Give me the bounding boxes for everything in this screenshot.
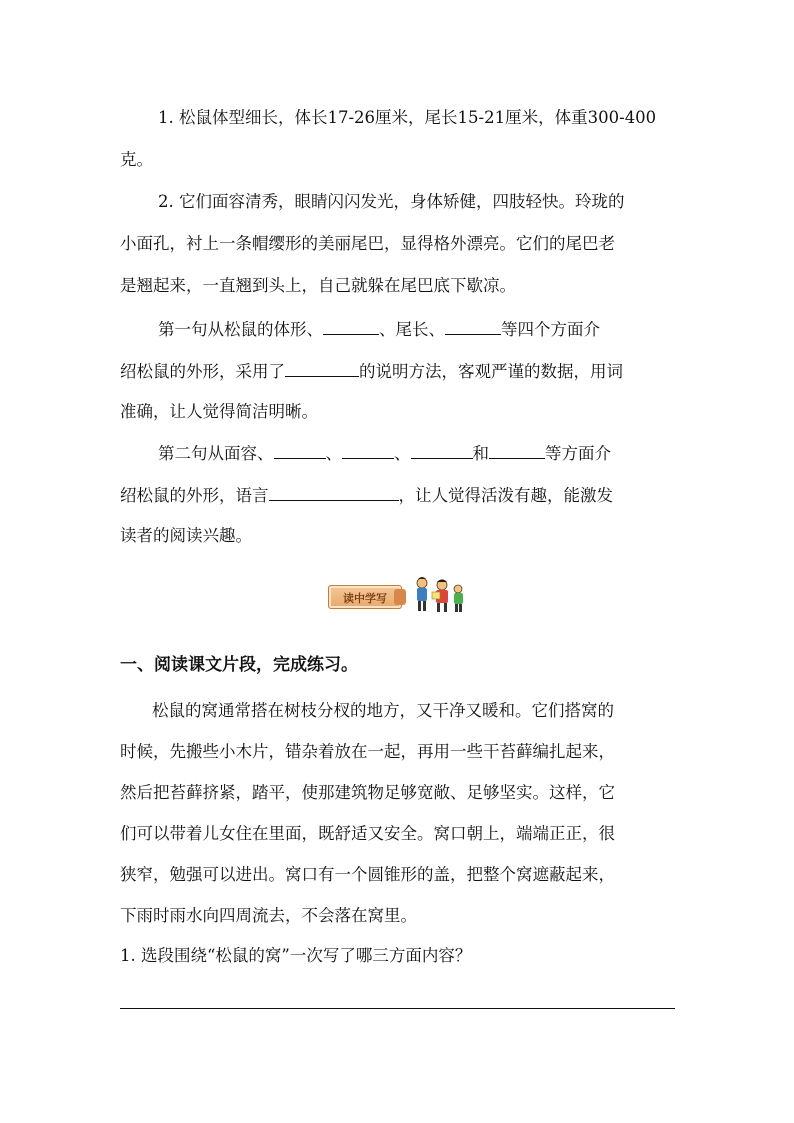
fill-blank[interactable] bbox=[342, 444, 394, 459]
answer-line[interactable] bbox=[120, 1008, 675, 1009]
sentence-2-line-3: 是翘起来，一直翘到头上，自己就躲在尾巴底下歇凉。 bbox=[120, 276, 516, 295]
analysis-1-line-3: 准确，让人觉得简洁明晰。 bbox=[120, 402, 318, 421]
section-banner bbox=[328, 575, 468, 615]
text-segment: 、尾长、 bbox=[379, 320, 445, 339]
sentence-2-line-1: 2. 它们面容清秀，眼睛闪闪发光，身体矫健，四肢轻快。玲珑的 bbox=[158, 192, 625, 211]
text-segment: 第一句从松鼠的体形、 bbox=[158, 320, 323, 339]
fill-blank[interactable] bbox=[489, 444, 545, 459]
analysis-2-line-3: 读者的阅读兴趣。 bbox=[120, 526, 252, 545]
text-segment: ，让人觉得活泼有趣，能激发 bbox=[398, 486, 613, 505]
children-reading-icon bbox=[410, 575, 466, 615]
banner-label: 读中学写 bbox=[343, 592, 387, 605]
sentence-1-line-2: 克。 bbox=[120, 150, 153, 169]
text-segment: 、 bbox=[394, 444, 411, 463]
text-segment: 和 bbox=[472, 444, 489, 463]
text-segment: 绍松鼠的外形，语言 bbox=[120, 486, 269, 505]
banner-plate bbox=[328, 585, 402, 609]
section-heading: 一、阅读课文片段，完成练习。 bbox=[120, 655, 358, 675]
text-segment: 的说明方法，客观严谨的数据，用词 bbox=[359, 362, 623, 381]
fill-blank[interactable] bbox=[411, 444, 473, 459]
passage-line-5: 狭窄，勉强可以进出。窝口有一个圆锥形的盖，把整个窝遮蔽起来， bbox=[120, 865, 615, 884]
fill-blank[interactable] bbox=[445, 320, 501, 335]
analysis-1-line-2 bbox=[120, 362, 623, 381]
passage-line-1: 松鼠的窝通常搭在树枝分杈的地方，又干净又暖和。它们搭窝的 bbox=[152, 701, 614, 720]
scroll-icon bbox=[394, 589, 406, 605]
fill-blank[interactable] bbox=[274, 444, 326, 459]
passage-line-4: 们可以带着儿女住在里面，既舒适又安全。窝口朝上，端端正正，很 bbox=[120, 824, 615, 843]
analysis-2-line-2 bbox=[120, 486, 613, 505]
fill-blank[interactable] bbox=[323, 320, 379, 335]
fill-blank[interactable] bbox=[269, 486, 399, 501]
sentence-2-line-2: 小面孔，衬上一条帽缨形的美丽尾巴，显得格外漂亮。它们的尾巴老 bbox=[120, 234, 615, 253]
text-segment: 第二句从面容、 bbox=[158, 444, 274, 463]
passage-line-3: 然后把苔藓挤紧，踏平，使那建筑物足够宽敞、足够坚实。这样，它 bbox=[120, 783, 615, 802]
text-segment: 、 bbox=[325, 444, 342, 463]
analysis-2-line-1 bbox=[158, 444, 611, 463]
text-segment: 等四个方面介 bbox=[501, 320, 600, 339]
passage-line-6: 下雨时雨水向四周流去，不会落在窝里。 bbox=[120, 906, 417, 925]
question-1-text: 1. 选段围绕“松鼠的窝”一次写了哪三方面内容？ bbox=[120, 946, 472, 965]
sentence-1-line-1: 1. 松鼠体型细长，体长17-26厘米，尾长15-21厘米，体重300-400 bbox=[158, 108, 657, 127]
fill-blank[interactable] bbox=[285, 362, 359, 377]
text-segment: 等方面介 bbox=[545, 444, 611, 463]
analysis-1-line-1 bbox=[158, 320, 600, 339]
passage-line-2: 时候，先搬些小木片，错杂着放在一起，再用一些干苔藓编扎起来， bbox=[120, 742, 615, 761]
text-segment: 绍松鼠的外形，采用了 bbox=[120, 362, 285, 381]
